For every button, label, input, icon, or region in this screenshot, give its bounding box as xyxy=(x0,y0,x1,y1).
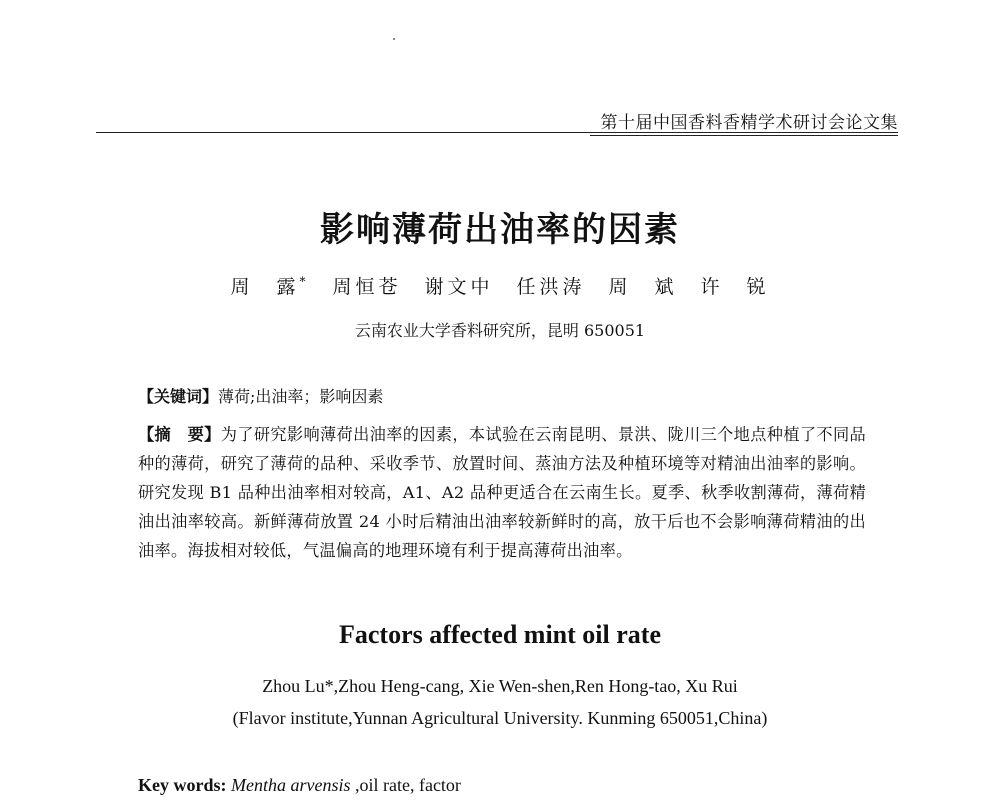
cn-first-author: 周 露 xyxy=(230,276,300,298)
en-authors: Zhou Lu*,Zhou Heng-cang, Xie Wen-shen,Ren Hong-tao, Xu Rui xyxy=(262,676,738,696)
en-keywords-label: Key words: xyxy=(138,775,227,795)
cn-abstract xyxy=(138,420,866,565)
cn-authors xyxy=(0,272,1000,299)
cn-affiliation: 云南农业大学香料研究所，昆明 650051 xyxy=(354,321,646,340)
cn-keywords-text: 薄荷;出油率；影响因素 xyxy=(218,387,384,406)
cn-keywords xyxy=(138,384,878,407)
cn-abstract-label: 【摘 要】 xyxy=(138,425,221,444)
cn-other-authors: 周恒苍 谢文中 任洪涛 周 斌 许 锐 xyxy=(332,276,770,298)
en-keywords-rest: ,oil rate, factor xyxy=(350,775,461,795)
en-title: Factors affected mint oil rate xyxy=(339,620,661,649)
cn-abstract-text: 为了研究影响薄荷出油率的因素，本试验在云南昆明、景洪、陇川三个地点种植了不同品种的薄荷，研究了薄荷的品种、采收季节、放置时间、蒸油方法及种植环境等对精油出油率的影响。研究发现 B1 品种出油率相对较高，A1、A2 品种更适合在云南生长。夏季、秋季收割薄荷，薄荷精油出油率较高。新鲜薄荷放置 24 小时后精油出油率较新鲜时的高，放干后也不会影响薄荷精油的出油率。海拔相对较低，气温偏高的地理环境有利于提高薄荷出油率。 xyxy=(138,425,866,560)
en-keywords xyxy=(138,775,461,796)
header-rule-secondary xyxy=(590,135,898,136)
scan-speck xyxy=(393,38,395,40)
en-affiliation: (Flavor institute,Yunnan Agricultural University. Kunming 650051,China) xyxy=(232,708,768,728)
en-keywords-species: Mentha arvensis xyxy=(231,775,351,795)
cn-keywords-label: 【关键词】 xyxy=(138,387,219,406)
proceedings-header: 第十届中国香料香精学术研讨会论文集 xyxy=(600,113,898,133)
header-rule xyxy=(96,132,898,133)
cn-title: 影响薄荷出油率的因素 xyxy=(320,210,680,250)
corresponding-mark: * xyxy=(299,274,310,289)
